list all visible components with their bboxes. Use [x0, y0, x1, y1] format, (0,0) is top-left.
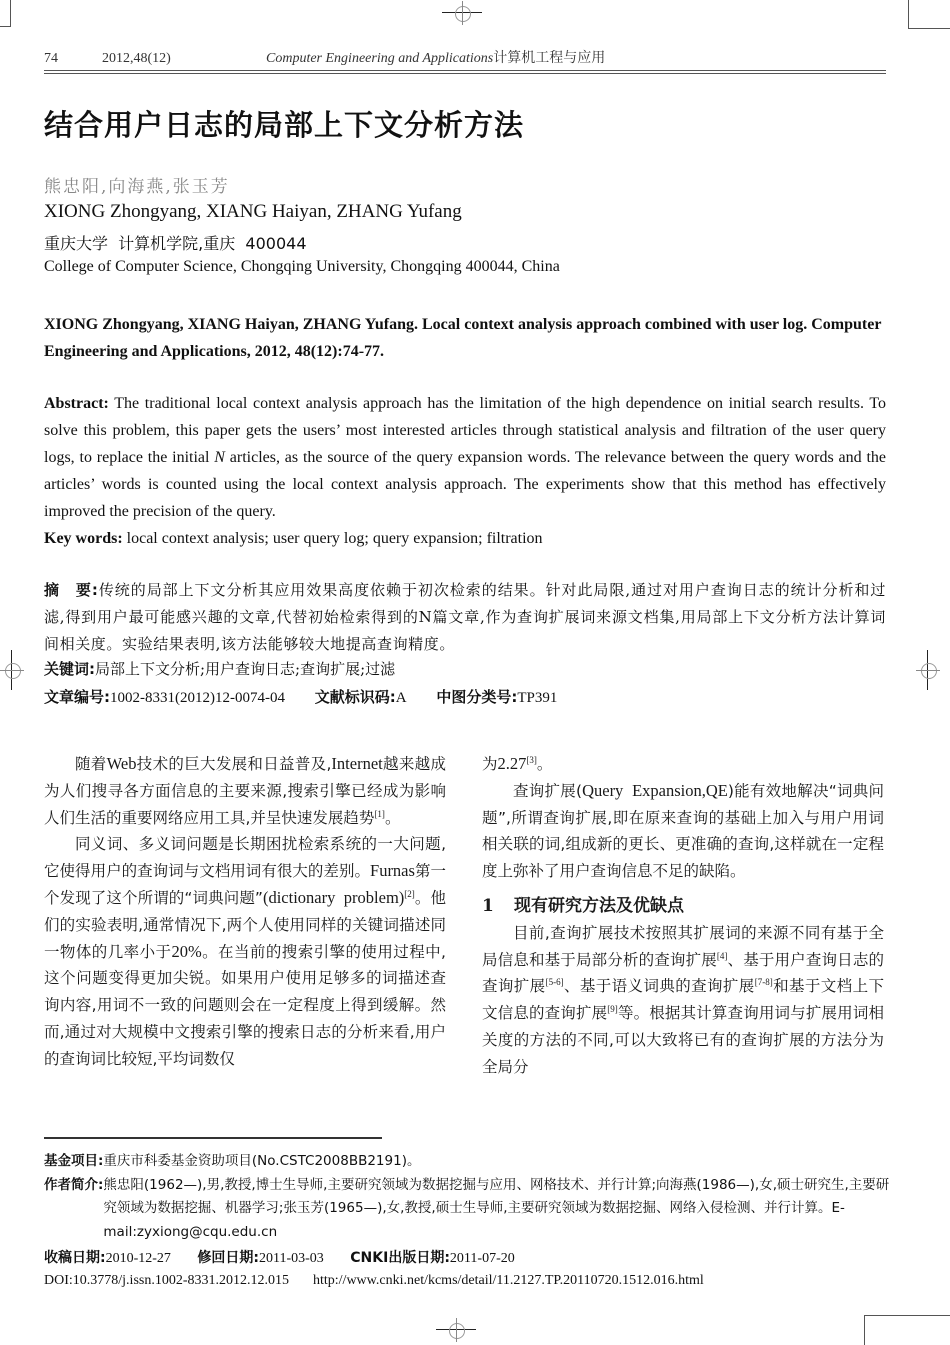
text: 同义词、多义词问题是长期困扰检索系统的一大问题,它使得用户的查询词与文档用词有很大的差别。 — [44, 835, 446, 881]
keywords-label: Key words: — [44, 530, 123, 547]
section-title: 现有研究方法及优缺点 — [514, 895, 684, 916]
reference-marker: [1] — [374, 808, 385, 819]
abstract-n: N — [214, 449, 225, 466]
text: 等。根据其计算查询用词与扩展用词相关度的方法的不同,可以大致将已有的查询扩展的方法分为全局分 — [482, 1004, 884, 1076]
keywords-text: local context analysis; user query log; query expansion; filtration — [122, 530, 543, 547]
text: 。在当前的搜索引擎的使用过程中,这个问题变得更加尖锐。如果用户使用足够多的词描述查询内容,用词不一致的问题则会在一定程度上得到缓解。然而,通过对大规模中文搜索引擎的搜索日志的分析来看,用户的查询词比较短,平均词数仅 — [44, 942, 446, 1068]
reference-marker: [9] — [607, 1004, 618, 1015]
text: 。 — [384, 808, 401, 827]
reference-marker: [5-6] — [545, 977, 564, 988]
received-date — [44, 1247, 171, 1267]
date-label: CNKI出版日期: — [350, 1250, 450, 1266]
text: 目前,查询扩展技术按照其扩展词的来源不同有基于全局信息和基于局部分析的查询扩展 — [482, 923, 884, 969]
paper-title: 结合用户日志的局部上下文分析方法 — [44, 108, 525, 142]
publication-dates — [44, 1247, 537, 1267]
meta-value: TP391 — [517, 690, 558, 706]
article-meta — [44, 686, 583, 707]
fund-footnote — [44, 1150, 890, 1174]
article-number — [44, 686, 285, 707]
running-head — [44, 47, 884, 67]
page-number: 74 — [44, 51, 58, 66]
affiliation-cn: 重庆大学 计算机学院,重庆 400044 — [44, 234, 307, 253]
authors-cn: 熊忠阳,向海燕,张玉芳 — [44, 177, 230, 197]
keywords-en — [44, 525, 886, 552]
section-number: 1 — [482, 895, 494, 916]
meta-label: 中图分类号: — [436, 688, 518, 706]
paragraph — [482, 920, 884, 1081]
text: 。他们的实验表明,通常情况下,两个人使用同样的关键词描述同一物体的几率小于 — [44, 888, 446, 961]
bio-label: 作者简介: — [44, 1176, 104, 1193]
date-value: 2011-07-20 — [449, 1251, 515, 1266]
authors-en: XIONG Zhongyang, XIANG Haiyan, ZHANG Yufang — [44, 201, 462, 222]
keywords-cn — [44, 658, 395, 679]
affiliation-en: College of Computer Science, Chongqing University, Chongqing 400044, China — [44, 258, 560, 275]
abstract-cn-text: 传统的局部上下文分析其应用效果高度依赖于初次检索的结果。针对此局限,通过对用户查询日志的统计分析和过滤,得到用户最可能感兴趣的文章,代替初始检索得到的N篇文章,作为查询扩展词来源文档集,用局部上下文分析方法计算词间相关度。实验结果表明,该方法能够较大地提高查询精度。 — [44, 581, 886, 653]
document-code — [315, 686, 407, 707]
text: Web — [106, 754, 137, 773]
abstract-cn-label: 摘 要: — [44, 581, 99, 599]
fund-text: 重庆市科委基金资助项目(No.CSTC2008BB2191)。 — [103, 1153, 421, 1169]
journal-name-en: Computer Engineering and Applications — [266, 51, 494, 66]
reference-marker: [7-8] — [754, 977, 773, 988]
abstract-cn — [44, 577, 886, 658]
text: 越来越成为人们搜寻各方面信息的主要来源,搜索引擎已经成为影响人们生活的重要网络应用工具,并呈快速发展趋势 — [44, 755, 446, 827]
paragraph — [44, 831, 446, 1072]
text: )能有效地解决“词典问题”,所谓查询扩展,即在原来查询的基础上加入与用户用词相关联的词,组成新的更长、更准确的查询,这样就在一定程度上弥补了用户查询信息不足的缺陷。 — [482, 781, 884, 881]
author-bio-footnote — [44, 1174, 890, 1245]
text: 第一个发现了这个所谓的“词典问题” — [44, 862, 446, 907]
crop-mark-bottom-right — [864, 1315, 950, 1345]
body-column-right — [482, 751, 884, 1081]
text: 、基于语义词典的查询扩展 — [563, 977, 755, 996]
date-label: 修回日期: — [197, 1250, 259, 1266]
meta-value: 1002-8331(2012)12-0074-04 — [110, 690, 285, 706]
cnki-publication-date — [350, 1247, 514, 1267]
text: Furnas — [370, 861, 415, 881]
date-value: 2011-03-03 — [259, 1251, 324, 1266]
text: 查询扩展( — [513, 781, 583, 800]
reference-marker: [3] — [526, 754, 537, 765]
footnote-rule — [44, 1137, 382, 1139]
reference-marker: [2] — [404, 888, 415, 899]
citation: XIONG Zhongyang, XIANG Haiyan, ZHANG Yufang. Local context analysis approach combined with user log. Computer Engineering and Applications, 2012, 48(12):74-77. — [44, 316, 882, 360]
header-rule — [44, 70, 886, 71]
text: (dictionary problem) — [262, 887, 405, 907]
text: 2.27 — [497, 754, 527, 773]
date-label: 收稿日期: — [44, 1250, 106, 1266]
text: Query Expansion,QE — [582, 780, 728, 800]
abstract-text-cont: articles, as the source of the query expansion words. The relevance between the query words and the articles’ words is counted using the local context analysis approach. The experiments show that this method has effectively improved the precision of the query. — [44, 449, 886, 520]
text: 和基于文档上下文信息的查询扩展 — [482, 977, 884, 1023]
journal-name-cn: 计算机工程与应用 — [493, 50, 606, 66]
crop-mark-top-left — [0, 0, 11, 27]
fund-label: 基金项目: — [44, 1153, 104, 1169]
crop-mark-top-right — [908, 0, 950, 29]
reference-marker: [4] — [716, 950, 728, 961]
keywords-cn-label: 关键词: — [44, 660, 95, 678]
section-heading — [482, 893, 884, 920]
text: 为 — [482, 755, 498, 773]
text: Internet — [331, 754, 383, 773]
abstract-text: The traditional local context analysis approach has the limitation of the high dependence on initial search results. To solve this problem, this paper gets the users’ most interested articles through statistical analysis and filtration of the user query logs, to replace the initial — [44, 395, 886, 466]
doi-line — [44, 1273, 704, 1289]
text: 20% — [171, 941, 202, 961]
registration-mark-left — [0, 650, 24, 690]
meta-label: 文章编号: — [44, 688, 110, 706]
paragraph — [482, 778, 884, 885]
text: 。 — [536, 755, 553, 773]
classification-number — [436, 686, 557, 707]
abstract-label: Abstract: — [44, 395, 109, 412]
registration-mark-bottom — [436, 1318, 476, 1342]
footnotes — [44, 1150, 890, 1244]
abstract-en — [44, 390, 886, 525]
bio-text: 熊忠阳(1962—),男,教授,博士生导师,主要研究领域为数据挖掘与应用、网格技术、并行计算;向海燕(1986—),女,硕士研究生,主要研究领域为数据挖掘、机器学习;张玉芳(1965—),女,教授,硕士生导师,主要研究领域为数据挖掘、网络入侵检测、并行计算。E-mail:zyxiong@cqu.edu.cn — [103, 1176, 890, 1240]
body-column-left — [44, 751, 446, 1073]
paragraph — [482, 751, 884, 778]
text: 技术的巨大发展和日益普及, — [136, 755, 332, 773]
header-rule — [44, 73, 886, 74]
registration-mark-top — [442, 1, 482, 25]
date-value: 2010-12-27 — [105, 1251, 171, 1266]
keywords-cn-text: 局部上下文分析;用户查询日志;查询扩展;过滤 — [95, 660, 396, 678]
registration-mark-right — [916, 650, 940, 690]
doi: DOI:10.3778/j.issn.1002-8331.2012.12.015 — [44, 1273, 289, 1288]
volume-issue: 2012,48(12) — [102, 51, 171, 66]
text: 随着 — [75, 755, 107, 773]
text: 、基于用户查询日志的查询扩展 — [482, 950, 884, 996]
paragraph — [44, 751, 446, 831]
meta-value: A — [395, 690, 407, 706]
revised-date — [197, 1247, 323, 1267]
cnki-url[interactable]: http://www.cnki.net/kcms/detail/11.2127.TP.20110720.1512.016.html — [313, 1273, 704, 1288]
meta-label: 文献标识码: — [314, 688, 396, 706]
